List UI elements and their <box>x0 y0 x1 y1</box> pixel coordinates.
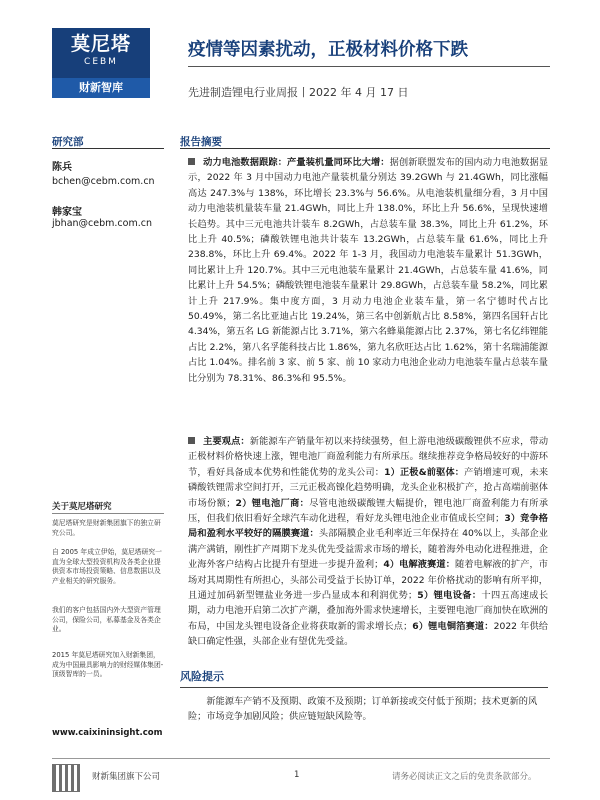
keyword: 6）锂电铜箔赛道： <box>412 620 494 632</box>
author-name: 陈兵 <box>52 162 72 173</box>
paragraph-text: 十四五高速成长期，动力电池开启第二次扩产潮，叠加海外需求快速增长，主要锂电池厂商加快在欧洲的布局，中国龙头锂电设备企业将获取新的需求增长点； <box>188 590 549 632</box>
author-email[interactable]: jbhan@cebm.com.cn <box>52 218 152 229</box>
paragraph-lead: 动力电池数据跟踪：产量装机量同环比大增： <box>203 157 390 168</box>
paragraph-text: 2022 年供给缺口确定性强，头部企业有望优先受益。 <box>188 620 548 648</box>
paragraph-text: 头部隔膜企业毛利率近三年保持在 40%以上，头部企业满产满销，刚性扩产周期下龙头优先受益需求市场的增长，随着海外电动化进程推进，企业海外客户结构占比提升有望进一步提升盈利； <box>188 528 548 571</box>
risk-heading: 风险提示 <box>180 670 224 683</box>
website-link[interactable]: www.caixininsight.com <box>52 728 163 738</box>
about-paragraph: 我们的客户包括国内外大型资产管理公司，保险公司，私募基金及各类企业。 <box>52 606 161 634</box>
summary-heading: 报告摘要 <box>180 136 222 148</box>
author-email[interactable]: bchen@cebm.com.cn <box>52 176 155 187</box>
logo-sub: 财新智库 <box>52 78 150 98</box>
paragraph-text: 尽管电池级碳酸锂大幅提价，锂电池厂商盈利能力有所承压，但我们依旧看好全球汽车动化进程，看好龙头锂电池企业市值成长空间； <box>188 497 549 525</box>
paragraph-text: 随着电解液的扩产，市场对其周期性有所担心，头部公司受益于长协订单，2022 年价格扰动的影响有所平抑，且通过加码新型锂盐业务进一步凸显成本和利润优势； <box>188 559 548 602</box>
keyword: 2）锂电池厂商： <box>235 497 310 509</box>
risk-rule <box>180 687 548 688</box>
keyword: 3）竞争格局和盈利水平较好的隔膜赛道： <box>188 513 548 540</box>
summary-paragraph-data <box>188 155 548 386</box>
summary-paragraph-views <box>188 434 548 650</box>
risk-text: 新能源车产销不及预期、政策不及预期；订单新接或交付低于预期；技术更新的风险；市场竞争加剧风险；供应链短缺风险等。 <box>188 696 538 723</box>
paragraph-lead: 主要观点： <box>203 436 250 447</box>
page-title: 疫情等因素扰动，正极材料价格下跌 <box>188 40 468 60</box>
logo-en: CEBM <box>84 57 118 67</box>
about-heading: 关于莫尼塔研究 <box>52 502 112 512</box>
paragraph-text: 据创新联盟发布的国内动力电池数据显示，2022 年 3 月中国动力电池产量装机量分别达 39.2GWh 与 21.4GWh，同比涨幅高达 247.3%与 138%，环比增长 23.3%与 56.6%。从电池装机量细分看，3 月中国动力电池装机量装车量 21.4GWh，同比上升 138.0%，环比上升 56.6%，呈现快速增长趋势。其中三元电池共计装车 8.2GWh，占总装车量 38.3%，同比上升 61.2%，环比上升 40.5%；磷酸铁锂电池共计装车 13.2GWh，占总装车量 61.6%，同比上升 238.8%，环比上升 69.4%。2022 年 1-3 月，我国动力电池装车量累计 51.3GWh，同比累计上升 120.7%。其中三元电池装车量累计 21.4GWh，占总装车量 41.6%，同比累计上升 54.5%；磷酸铁锂电池装车量累计 29.8GWh，占总装车量 58.2%，同比累计上升 217.9%。集中度方面，3 月动力电池企业装车量，第一名宁德时代占比 50.49%，第二名比亚迪占比 19.24%，第三名中创新航占比 8.58%，第四名国轩占比 4.34%，第五名 LG 新能源占比 3.71%，第六名蜂巢能源占比 2.37%，第七名亿纬锂能占比 2.2%，第八名孚能科技占比 1.86%，第九名欣旺达占比 1.62%，第十名瑞浦能源占比 1.04%。排名前 3 家、前 5 家、前 10 家动力电池企业动力电池装车量占总装车量比分别为 78.31%、86.3%和 95.5%。 <box>188 157 549 384</box>
about-paragraph: 莫尼塔研究是财新集团旗下的独立研究公司。 <box>52 519 161 537</box>
logo <box>52 28 150 98</box>
logo-cn: 莫尼塔 <box>70 33 131 55</box>
disclaimer-note: 请务必阅读正文之后的免责条款部分。 <box>392 772 537 782</box>
page-number: 1 <box>294 770 300 780</box>
sidebar-rule <box>52 148 164 149</box>
page-subtitle: 先进制造锂电行业周报丨2022 年 4 月 17 日 <box>188 86 409 99</box>
research-dept-heading: 研究部 <box>52 136 84 148</box>
logo-mark <box>52 28 150 78</box>
summary-rule <box>180 148 550 149</box>
title-underline <box>188 66 550 67</box>
about-paragraph: 自 2005 年成立伊始，莫尼塔研究一直为全球大型投资机构及各类企业提供资本市场投资策略、信息数据以及产业相关的研究服务。 <box>52 548 162 586</box>
footer-rule <box>52 758 550 759</box>
square-bullet-icon <box>188 158 195 165</box>
about-paragraph: 2015 年莫尼塔研究加入财新集团，成为中国最具影响力的财经媒体集团-顶级智库的一员。 <box>52 651 164 679</box>
square-bullet-icon <box>188 437 195 444</box>
paragraph-text: 产销增速可观，未来磷酸铁锂需求空间打开，三元正极高镍化趋势明确，龙头企业积极扩产，抢占高端前驱体市场份额； <box>188 466 549 509</box>
footer-company: 财新集团旗下公司 <box>92 772 161 782</box>
about-rule <box>52 513 164 514</box>
author-name: 韩家宝 <box>52 207 82 218</box>
keyword: 4）电解液赛道： <box>383 559 456 571</box>
qr-code-icon <box>52 764 80 792</box>
keyword: 5）锂电设备： <box>417 590 482 602</box>
paragraph-text: 新能源车产销量年初以来持续强势，但上游电池级碳酸锂供不应求，带动正极材料价格快速上涨，锂电池厂商盈利能力有所承压。继续推荐竞争格局较好的中游环节，看好具备成本优势和性能优势的龙头公司： <box>188 436 549 478</box>
keyword: 1）正极&前驱体： <box>384 466 465 478</box>
